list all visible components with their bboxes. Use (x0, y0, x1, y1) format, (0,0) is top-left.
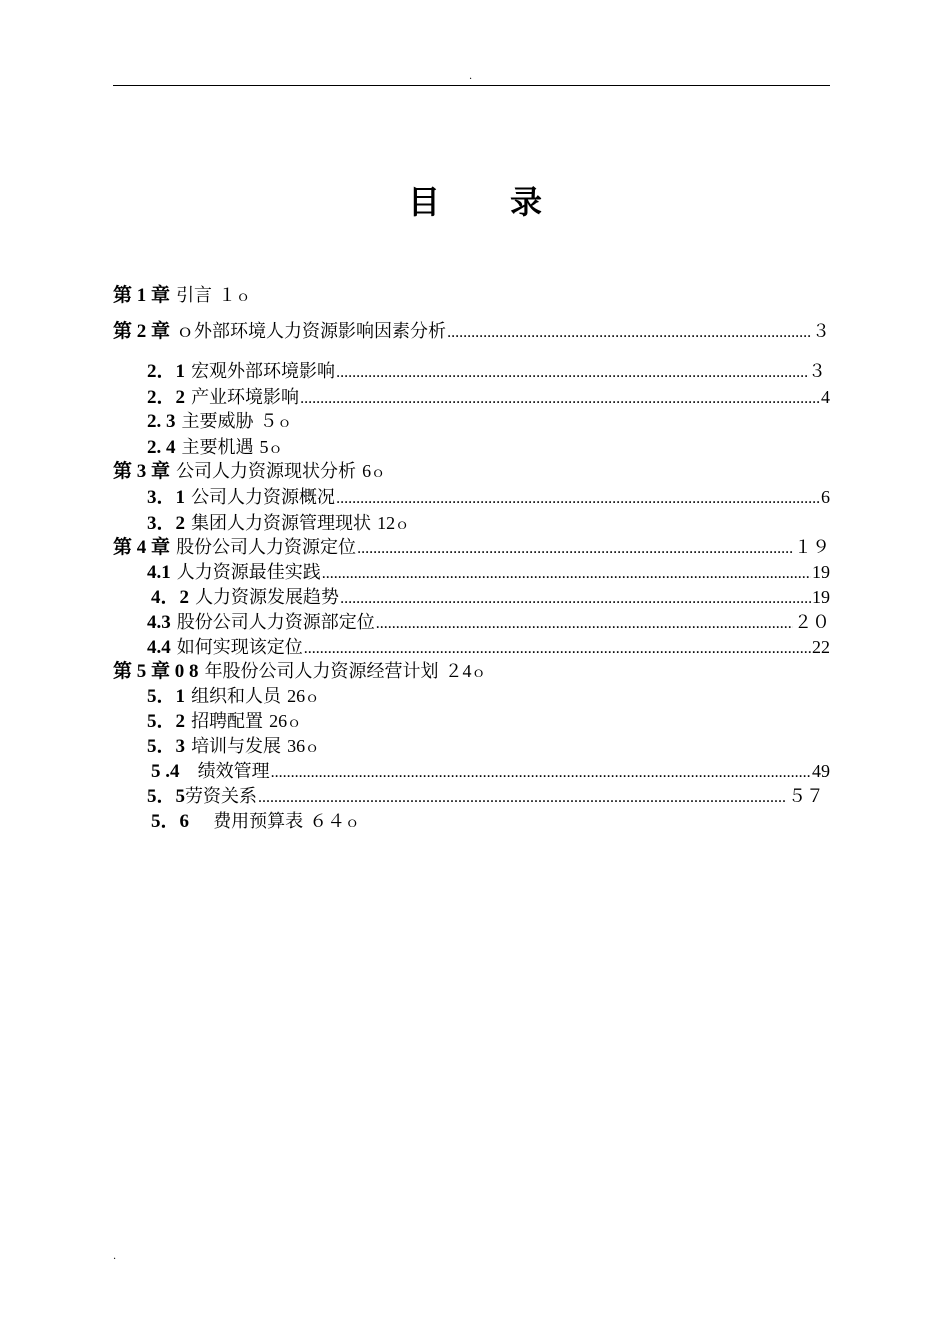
toc-entry-suffix: ｏ (371, 465, 386, 481)
toc-entry-page: 4 (821, 387, 830, 407)
toc-entry-label: 绩效管理 (197, 761, 270, 782)
toc-entry-label: ｏ外部环境人力资源影响因素分析 (176, 321, 447, 342)
toc-entry-label: 股份公司人力资源定位 (176, 537, 357, 558)
toc-entry-4-3[interactable] (147, 609, 830, 637)
toc-entry-label: 产业环境影响 (191, 387, 300, 408)
toc-entry-number: 3．1 (147, 487, 186, 508)
toc-entry-number: 第 1 章 (113, 285, 171, 306)
toc-entry-label: 组织和人员 (191, 686, 282, 707)
toc-entry-suffix: ｏ (395, 517, 410, 533)
toc-entry-label: 人力资源最佳实践 (176, 562, 321, 583)
toc-entry-4-2[interactable] (151, 584, 830, 612)
toc-entry-chapter-2[interactable] (113, 318, 830, 346)
toc-entry-label: 公司人力资源现状分析 (176, 461, 357, 482)
toc-entry-page: ３ (812, 321, 830, 341)
toc-entry-suffix: ｏ (471, 665, 486, 681)
toc-entry-number: 5．2 (147, 711, 186, 732)
toc-entry-number: 第 5 章 0 8 (113, 661, 199, 682)
toc-entry-page: 6 (821, 487, 830, 507)
toc-entry-label: 公司人力资源概况 (191, 487, 336, 508)
toc-entry-label: 招聘配置 (191, 711, 264, 732)
toc-entry-number: 4.1 (147, 562, 171, 583)
toc-entry-page: 36 (287, 736, 306, 756)
footer-mark: . (113, 1251, 117, 1262)
toc-entry-label: 人力资源发展趋势 (195, 587, 340, 608)
header-mark: . (469, 71, 473, 82)
toc-entry-page: 26 (269, 711, 288, 731)
toc-entry-chapter-1[interactable] (113, 282, 250, 310)
toc-entry-chapter-4[interactable] (113, 534, 830, 562)
toc-entry-number: 第 3 章 (113, 461, 171, 482)
toc-entry-number: 5．3 (147, 736, 186, 757)
toc-entry-label: 如何实现该定位 (176, 637, 303, 658)
toc-entry-5-4[interactable] (151, 758, 830, 786)
toc-entry-label: 集团人力资源管理现状 (191, 513, 372, 534)
toc-entry-page: 12 (377, 513, 396, 533)
toc-entry-page: 22 (812, 637, 830, 657)
toc-entry-suffix: ｏ (277, 415, 292, 431)
toc-entry-4-1[interactable] (147, 559, 830, 587)
toc-entry-number: 4．2 (151, 587, 190, 608)
toc-entry-5-6[interactable] (151, 808, 359, 836)
toc-entry-page: ５７ (788, 786, 824, 806)
toc-entry-number: 2. 3 (147, 411, 176, 432)
toc-entry-page: ６４ (309, 811, 346, 831)
page-title: 目录 (407, 183, 612, 221)
toc-entry-2-3[interactable] (147, 408, 292, 436)
toc-entry-page: 19 (812, 587, 830, 607)
toc-entry-page: 26 (287, 686, 306, 706)
toc-entry-suffix: ｏ (305, 690, 320, 706)
toc-entry-suffix: ｏ (345, 815, 360, 831)
toc-entry-page: ３ (808, 361, 826, 381)
toc-entry-5-1[interactable] (147, 683, 319, 711)
toc-entry-page: 49 (812, 761, 830, 781)
toc-entry-number: 5．5 (147, 786, 186, 807)
toc-entry-suffix: ｏ (236, 289, 251, 305)
toc-entry-number: 5．6 (151, 811, 190, 832)
toc-entry-suffix: ｏ (287, 715, 302, 731)
toc-leader-dots (300, 386, 820, 412)
toc-entry-number: 4.4 (147, 637, 171, 658)
toc-entry-label: 培训与发展 (191, 736, 282, 757)
toc-entry-number: 2. 4 (147, 437, 176, 458)
toc-entry-label: 引言 (176, 285, 213, 306)
toc-entry-suffix: ｏ (305, 740, 320, 756)
toc-entry-number: 5．1 (147, 686, 186, 707)
toc-entry-label: 股份公司人力资源部定位 (176, 612, 375, 633)
toc-entry-number: 2．1 (147, 361, 186, 382)
toc-entry-page: １ (218, 285, 237, 305)
toc-entry-number: 2．2 (147, 387, 186, 408)
toc-entry-label: 主要机遇 (181, 437, 254, 458)
toc-entry-number: 3．2 (147, 513, 186, 534)
toc-entry-label: 年股份公司人力资源经营计划 (204, 661, 439, 682)
toc-leader-dots (336, 360, 807, 386)
header-rule (113, 85, 830, 86)
toc-entry-label: 劳资关系 (185, 786, 258, 807)
toc-entry-page: ５ (259, 411, 278, 431)
toc-entry-page: ２０ (794, 612, 830, 632)
toc-entry-chapter-3[interactable] (113, 458, 385, 486)
toc-entry-suffix: ｏ (268, 441, 283, 457)
toc-entry-chapter-5[interactable] (113, 658, 486, 686)
toc-entry-number: 第 2 章 (113, 321, 171, 342)
toc-leader-dots (447, 320, 811, 346)
toc-entry-5-3[interactable] (147, 733, 319, 761)
toc-entry-label: 主要威胁 (181, 411, 254, 432)
toc-entry-number: 第 4 章 (113, 537, 171, 558)
toc-entry-label: 费用预算表 (213, 811, 304, 832)
toc-entry-page: ２4 (444, 661, 472, 681)
toc-leader-dots (336, 486, 820, 512)
toc-entry-5-5[interactable] (147, 783, 824, 811)
toc-entry-5-2[interactable] (147, 708, 301, 736)
toc-entry-page: 19 (812, 562, 830, 582)
toc-entry-3-1[interactable] (147, 484, 830, 512)
toc-entry-page: 5 (259, 437, 269, 457)
toc-entry-number: 5 .4 (151, 761, 180, 782)
toc-entry-number: 4.3 (147, 612, 171, 633)
toc-entry-page: 6 (362, 461, 372, 481)
toc-entry-2-1[interactable] (147, 358, 826, 386)
toc-entry-page: １９ (794, 537, 830, 557)
toc-entry-label: 宏观外部环境影响 (191, 361, 336, 382)
